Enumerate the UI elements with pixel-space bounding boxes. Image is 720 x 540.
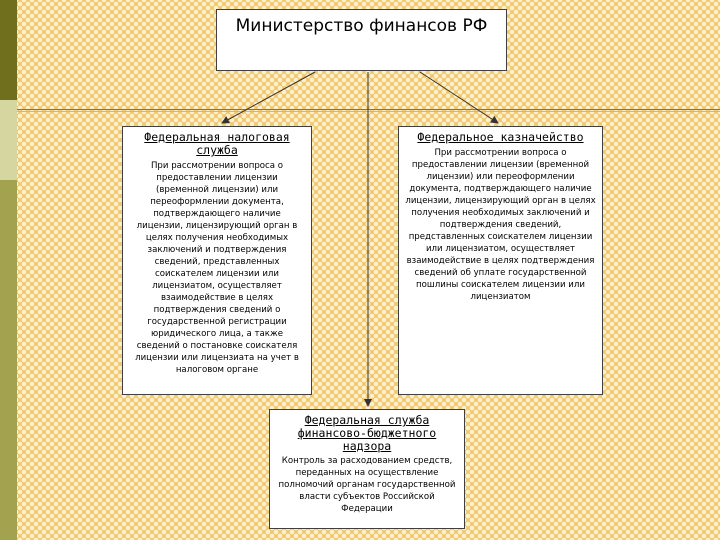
arrow-to-nalog (222, 72, 315, 123)
nadzor-box (269, 409, 465, 529)
nalog-box (122, 126, 312, 395)
kazna-box (398, 126, 603, 395)
nadzor-title: Федеральная служба финансово-бюджетного надзора (297, 413, 437, 453)
kazna-title: Федеральное казначейство (417, 130, 584, 144)
kazna-description: При рассмотрении вопроса о предоставлении лицензии (временной лицензии) или переоформлении документа, подтверждающего наличие лицензии, лицензирующий орган в целях получения необходимых заключений и подтверждения сведений, представленных соискателем лицензии или лицензиатом, осуществляет взаимодействие в целях подтверждения сведений об уплате государственной пошлины соискателем лицензии или лицензиатом (405, 148, 596, 302)
arrow-to-kazna (420, 72, 498, 123)
nadzor-description: Контроль за расходованием средств, переданных на осуществление полномочий органам государственной власти субъектов Российской Федерации (278, 456, 456, 514)
ministry-box (216, 9, 507, 71)
ministry-title: Министерство финансов РФ (235, 16, 488, 36)
nalog-title: Федеральная налоговая служба (144, 130, 290, 157)
nalog-description: При рассмотрении вопроса о предоставлении лицензии (временной лицензии) или переоформлении документа, подтверждающего наличие лицензии, лицензирующий орган в целях получения необходимых заключений и подтверждения сведений, представленных соискателем лицензии или лицензиатом, осуществляет взаимодействие в целях подтверждения сведений о государственной регистрации юридического лица, а также сведений о постановке соискателя лицензии или лицензиата на учет в налоговом органе (135, 161, 299, 375)
